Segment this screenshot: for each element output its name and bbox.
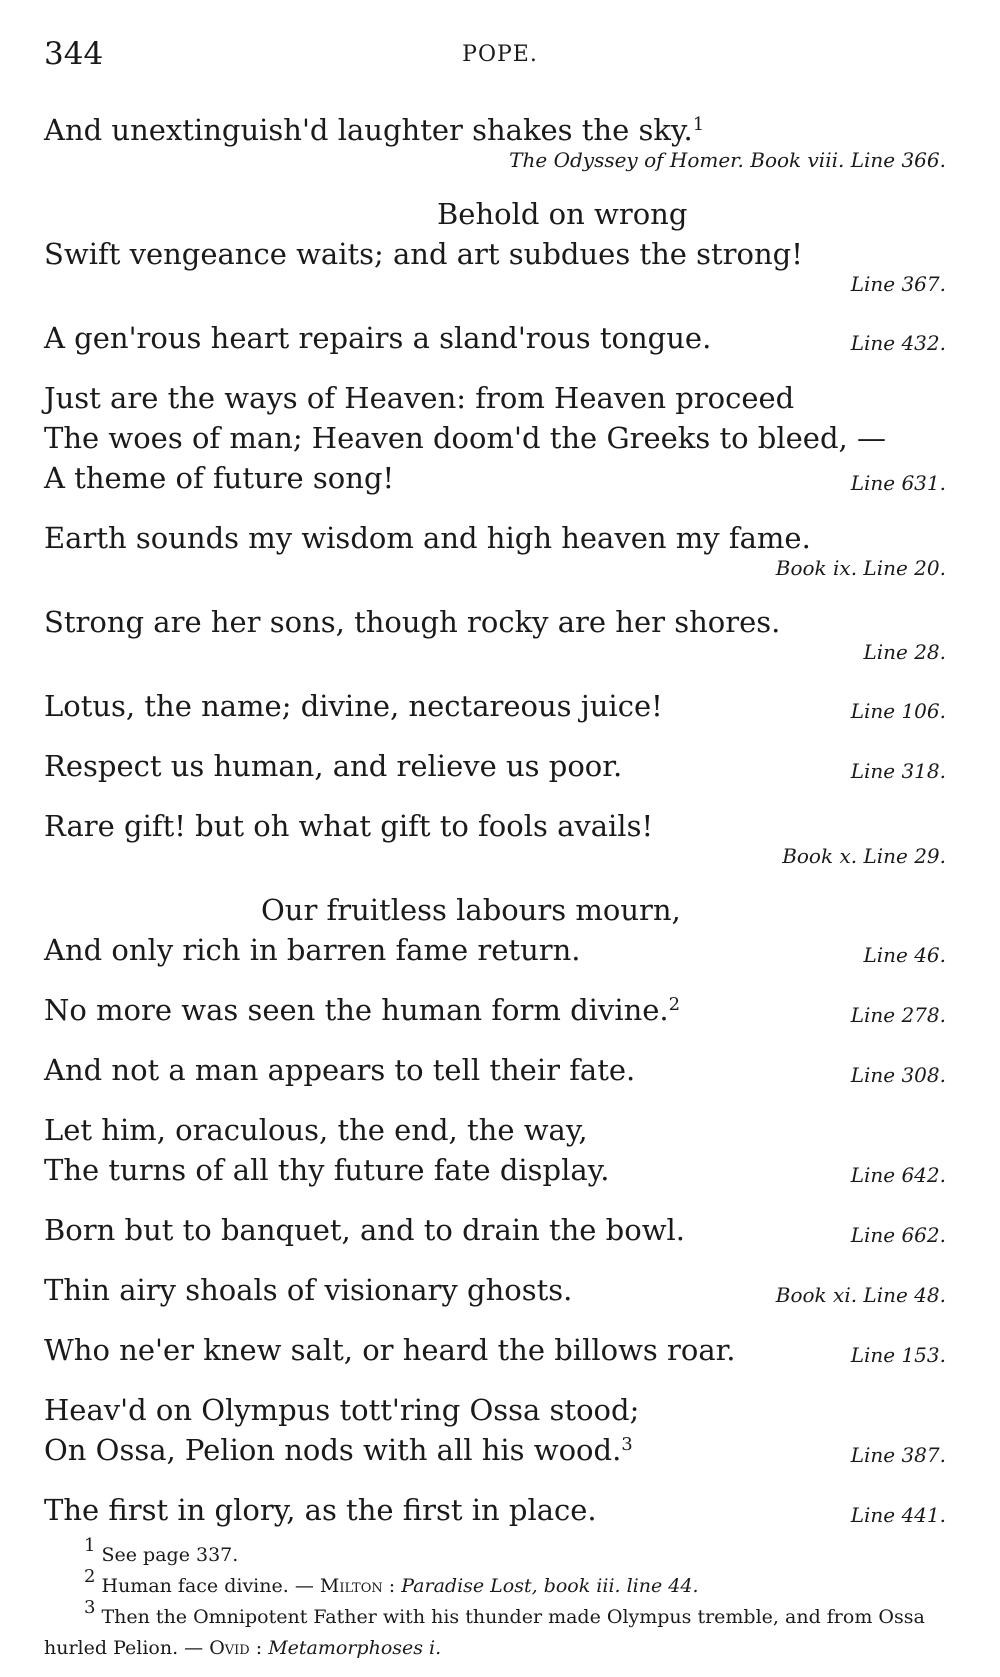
citation: Book x. Line 29. <box>782 844 946 868</box>
footnote-text: : <box>382 1575 402 1597</box>
verse-line <box>44 1050 946 1090</box>
verse-text: Heav'd on Olympus tott'ring Ossa stood; <box>44 1393 640 1427</box>
verse-line <box>44 686 946 726</box>
citation: Line 642. <box>850 1163 946 1187</box>
verse-line <box>44 806 946 846</box>
quotation <box>44 194 946 298</box>
citation: Line 46. <box>863 943 946 967</box>
footnote-text: Human face divine. — <box>101 1575 320 1597</box>
verse-text: And not a man appears to tell their fate. <box>44 1053 636 1087</box>
verse-line <box>44 234 946 274</box>
verse-line <box>44 194 946 234</box>
citation: Line 318. <box>850 759 946 783</box>
verse-line <box>44 318 946 358</box>
quotation <box>44 318 946 358</box>
verse-text: Respect us human, and relieve us poor. <box>44 749 623 783</box>
footnote <box>44 1566 946 1602</box>
footnote-marker: 1 <box>84 1535 96 1556</box>
quotation <box>44 746 946 786</box>
quotation <box>44 518 946 582</box>
verse-text: No more was seen the human form divine. <box>44 993 669 1027</box>
citation: Line 387. <box>850 1443 946 1467</box>
verse-text: Rare gift! but oh what gift to fools avails! <box>44 809 654 843</box>
footnote-text: Ovid <box>209 1637 250 1659</box>
citation: Line 631. <box>850 471 946 495</box>
quotation <box>44 806 946 870</box>
footnote-text: Metamorphoses i. <box>268 1637 442 1659</box>
verse-line <box>44 1430 946 1470</box>
quotation <box>44 1270 946 1310</box>
verse-line <box>44 1210 946 1250</box>
verse-text: And only rich in barren fame return. <box>44 933 581 967</box>
footnote <box>44 1597 946 1664</box>
quotation <box>44 378 946 498</box>
quotation <box>44 1490 946 1530</box>
verse-text: A theme of future song! <box>44 461 395 495</box>
verse-line <box>44 458 946 498</box>
page-number: 344 <box>44 36 104 72</box>
verse-text: Let him, oraculous, the end, the way, <box>44 1113 588 1147</box>
verse-text: On Ossa, Pelion nods with all his wood. <box>44 1433 622 1467</box>
verse-line <box>44 1330 946 1370</box>
verse-line <box>44 746 946 786</box>
quotation <box>44 890 946 970</box>
quotation <box>44 1330 946 1370</box>
quotation-list <box>44 110 946 1550</box>
footnote-ref: 1 <box>692 114 705 135</box>
verse-text: Swift vengeance waits; and art subdues the strong! <box>44 237 803 271</box>
quotation <box>44 1110 946 1190</box>
verse-text: Thin airy shoals of visionary ghosts. <box>44 1273 573 1307</box>
footnote-text: : <box>249 1637 269 1659</box>
verse-text: Earth sounds my wisdom and high heaven my fame. <box>44 521 811 555</box>
verse-text: The first in glory, as the first in place. <box>44 1493 597 1527</box>
verse-text: And unextinguish'd laughter shakes the sky. <box>44 113 693 147</box>
citation: Line 308. <box>850 1063 946 1087</box>
citation: Line 441. <box>850 1503 946 1527</box>
verse-line <box>44 930 946 970</box>
verse-text: A gen'rous heart repairs a sland'rous tongue. <box>44 321 712 355</box>
verse-text: Just are the ways of Heaven: from Heaven proceed <box>44 381 795 415</box>
verse-line <box>44 378 946 418</box>
verse-text: The turns of all thy future fate display. <box>44 1153 610 1187</box>
citation: The Odyssey of Homer. Book viii. Line 366. <box>509 148 946 172</box>
verse-text: The woes of man; Heaven doom'd the Greeks to bleed, — <box>44 421 886 455</box>
verse-line <box>44 990 946 1030</box>
verse-line <box>44 1490 946 1530</box>
verse-line <box>44 602 946 642</box>
footnote-ref: 3 <box>621 1434 633 1455</box>
citation: Line 106. <box>850 699 946 723</box>
verse-line <box>44 1150 946 1190</box>
verse-text: Strong are her sons, though rocky are her shores. <box>44 605 781 639</box>
verse-line <box>44 110 946 150</box>
verse-line <box>44 418 946 458</box>
verse-line <box>44 1390 946 1430</box>
quotation <box>44 1050 946 1090</box>
quotation <box>44 990 946 1030</box>
quotation <box>44 1210 946 1250</box>
footnote-text: Then the Omnipotent Father with his thunder made Olympus tremble, and from Ossa hurled Pelion. — <box>44 1606 925 1659</box>
citation: Line 28. <box>863 640 946 664</box>
footnote-ref: 2 <box>668 994 681 1015</box>
citation: Book ix. Line 20. <box>775 556 946 580</box>
running-title: POPE. <box>462 42 538 67</box>
verse-text: Lotus, the name; divine, nectareous juice! <box>44 689 663 723</box>
verse-line <box>44 1270 946 1310</box>
quotation <box>44 110 946 174</box>
citation: Line 432. <box>850 331 946 355</box>
verse-text: Who ne'er knew salt, or heard the billows roar. <box>44 1333 736 1367</box>
citation: Book xi. Line 48. <box>775 1283 946 1307</box>
footnotes <box>44 1535 946 1664</box>
quotation <box>44 602 946 666</box>
footnote-text: Milton <box>319 1575 383 1597</box>
citation: Line 662. <box>850 1223 946 1247</box>
page-header <box>44 36 956 76</box>
quotation <box>44 686 946 726</box>
footnote-marker: 3 <box>84 1597 96 1618</box>
quotation <box>44 1390 946 1470</box>
footnote-marker: 2 <box>84 1566 96 1587</box>
verse-line <box>44 1110 946 1150</box>
footnote <box>44 1535 946 1571</box>
footnote-text: Paradise Lost, book iii. line 44. <box>401 1575 699 1597</box>
verse-text: Our fruitless labours mourn, <box>261 893 681 927</box>
citation: Line 367. <box>850 272 946 296</box>
verse-line <box>44 890 946 930</box>
verse-line <box>44 518 946 558</box>
verse-text: Born but to banquet, and to drain the bowl. <box>44 1213 686 1247</box>
verse-text: Behold on wrong <box>437 197 688 231</box>
citation: Line 278. <box>850 1003 946 1027</box>
footnote-text: See page 337. <box>101 1544 239 1566</box>
citation: Line 153. <box>850 1343 946 1367</box>
